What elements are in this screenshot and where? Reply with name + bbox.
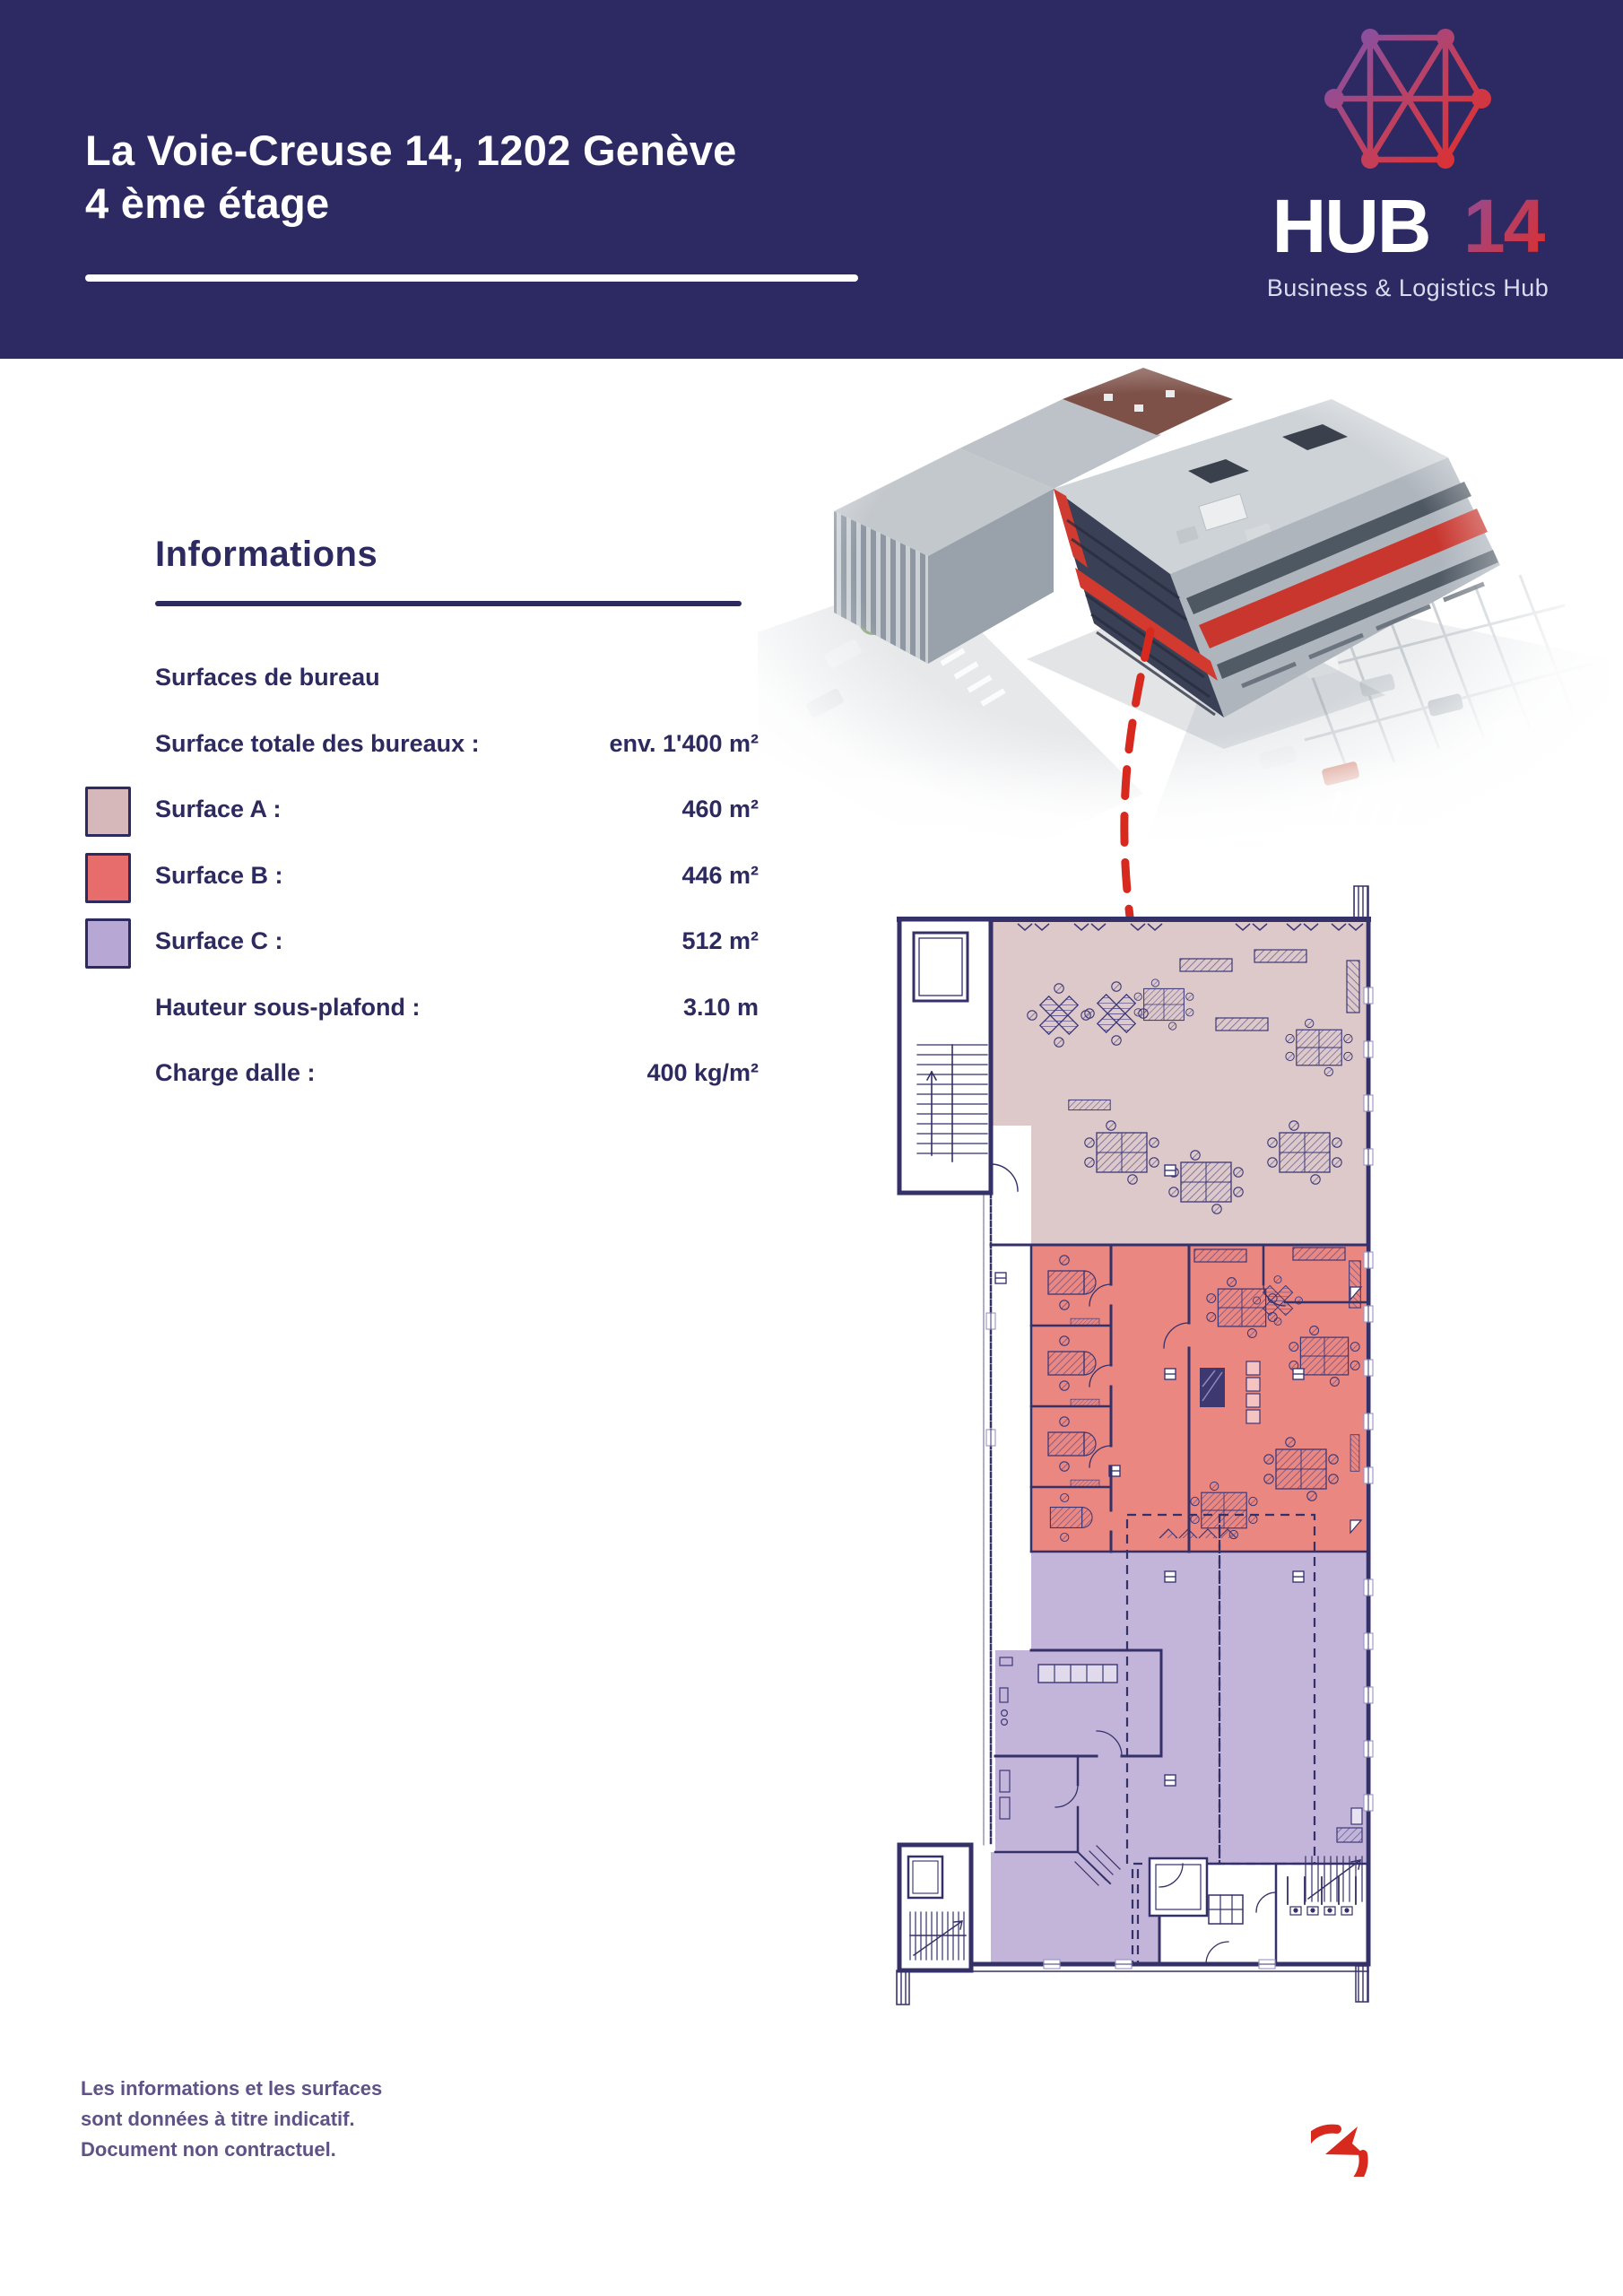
- informations-heading: Informations: [155, 535, 378, 574]
- address-line: La Voie-Creuse 14, 1202 Genève: [85, 126, 737, 174]
- total-surface-label: Surface totale des bureaux :: [155, 730, 480, 757]
- ceiling-height-label: Hauteur sous-plafond :: [155, 994, 421, 1021]
- ceiling-height-value: 3.10 m: [682, 994, 759, 1021]
- floor-plan: [890, 879, 1375, 2009]
- floor-line: 4 ème étage: [85, 179, 330, 228]
- logo-name: HUB: [1271, 184, 1430, 268]
- surface-a-label: Surface A :: [155, 796, 282, 822]
- surface-b-value: 446 m²: [681, 862, 759, 889]
- hexagon-network-icon: [1255, 25, 1560, 179]
- slab-load-value: 400 kg/m²: [647, 1059, 759, 1086]
- header-band: [0, 0, 1623, 359]
- surface-b-swatch: [85, 853, 131, 903]
- footer-disclaimer: [81, 2074, 511, 2165]
- surface-c-value: 512 m²: [681, 927, 759, 954]
- surface-a-swatch: [85, 787, 131, 837]
- rotation-arrow-icon: [1311, 2074, 1414, 2177]
- surface-c-label: Surface C :: [155, 927, 283, 954]
- disclaimer-line-2: sont données à titre indicatif.: [81, 2108, 355, 2130]
- svg-text:HUB 14: [1272, 184, 1546, 268]
- disclaimer-line-1: Les informations et les surfaces: [81, 2077, 383, 2100]
- logo-tagline: Business & Logistics Hub: [1266, 274, 1549, 301]
- surface-a-zone: [991, 922, 1366, 1245]
- informations-underline: [155, 601, 742, 606]
- logo-number: 14: [1462, 184, 1544, 268]
- surface-b-label: Surface B :: [155, 862, 283, 889]
- hub14-wordmark: [1255, 184, 1560, 270]
- title-underline: [85, 274, 858, 282]
- surface-c-swatch: [85, 918, 131, 969]
- page-title: [85, 124, 737, 230]
- surfaces-subheading: Surfaces de bureau: [155, 664, 380, 691]
- total-surface-value: env. 1'400 m²: [609, 730, 759, 757]
- hub14-logo: [1255, 25, 1560, 302]
- slab-load-label: Charge dalle :: [155, 1059, 316, 1086]
- surface-a-value: 460 m²: [681, 796, 759, 822]
- disclaimer-line-3: Document non contractuel.: [81, 2138, 336, 2161]
